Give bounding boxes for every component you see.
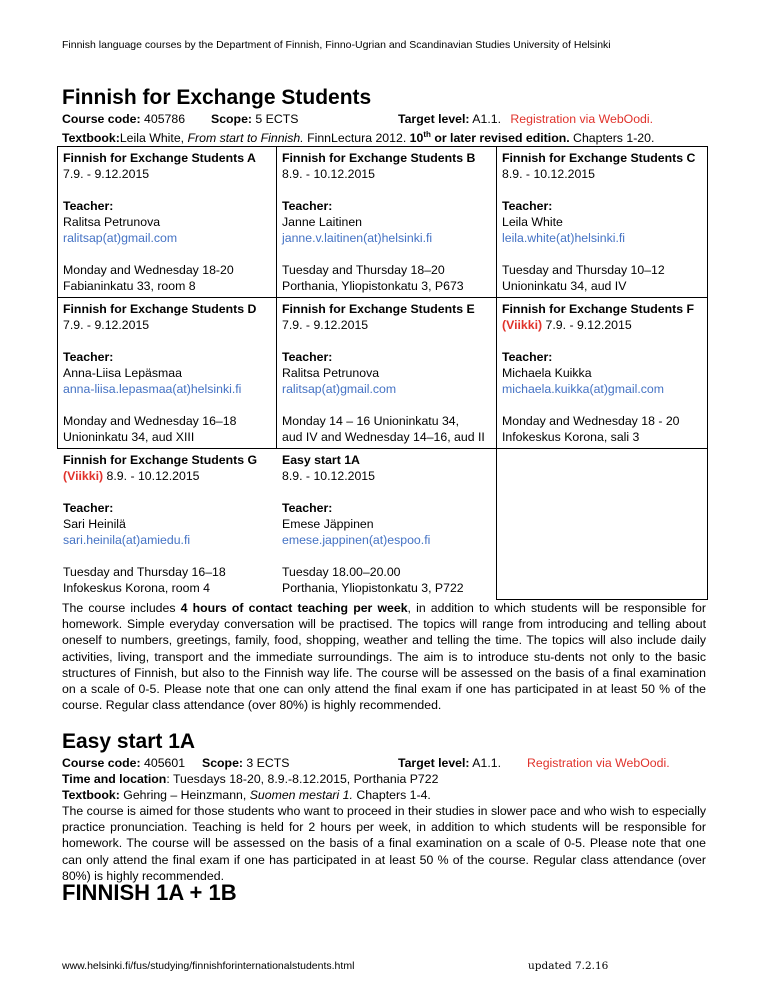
footer-updated: updated 7.2.16 (528, 960, 609, 972)
textbook-chapters: Chapters 1-20. (569, 131, 655, 146)
teacher-name: Sari Heinilä (63, 517, 126, 531)
course-code-label: Course code: (62, 756, 141, 770)
time-label: Time and location (62, 772, 167, 786)
desc-text: The course includes (62, 601, 181, 615)
group-location: Fabianinkatu 33, room 8 (63, 279, 196, 293)
teacher-name: Ralitsa Petrunova (282, 366, 380, 380)
group-time: Tuesday and Thursday 18–20 (282, 263, 445, 277)
group-name: Finnish for Exchange Students C (502, 151, 696, 165)
teacher-label: Teacher: (282, 501, 333, 515)
group-time: Monday 14 – 16 Unioninkatu 34, (282, 414, 460, 428)
teacher-label: Teacher: (63, 501, 114, 515)
course-scope (211, 111, 298, 127)
course-description: The course is aimed for those students who want to proceed in their studies in slower pace and who wish to especially practice pronunciation. Teaching is held for 2 hours per week, in addition to which students will be responsible for homework. The course will be assessed on the basis of a final examination on a scale of 0-5. Please note that one can only attend the final exam if one has participated in at least 50 % of the course. Regular class attendance (over 80%) is highly recommended. (62, 804, 706, 883)
group-dates: 8.9. - 10.12.2015 (282, 469, 375, 483)
group-cell (282, 301, 485, 445)
course-description (62, 600, 706, 713)
textbook-author: Leila White, (119, 131, 188, 146)
teacher-label: Teacher: (502, 199, 553, 213)
group-name: Finnish for Exchange Students B (282, 151, 476, 165)
scope-value: 5 ECTS (255, 112, 299, 126)
course-meta-line (62, 755, 185, 771)
group-location: Porthania, Yliopistonkatu 3, P673 (282, 279, 464, 293)
teacher-email[interactable]: emese.jappinen(at)espoo.fi (282, 533, 431, 547)
group-cell (63, 150, 256, 294)
scope-label: Scope: (202, 756, 243, 770)
textbook-label: Textbook: (62, 788, 120, 802)
teacher-email[interactable]: michaela.kuikka(at)gmail.com (502, 382, 664, 396)
teacher-name: Leila White (502, 215, 563, 229)
group-dates: 8.9. - 10.12.2015 (282, 167, 375, 181)
registration-link[interactable]: Registration via WebOodi. (527, 756, 670, 770)
group-time: Monday and Wednesday 16–18 (63, 414, 237, 428)
teacher-name: Michaela Kuikka (502, 366, 592, 380)
group-dates: 8.9. - 10.12.2015 (106, 469, 200, 483)
group-location: Infokeskus Korona, sali 3 (502, 430, 640, 444)
course-title: FINNISH 1A + 1B (62, 880, 237, 905)
campus-tag: (Viikki) (63, 469, 104, 483)
group-dates: 7.9. - 9.12.2015 (63, 167, 150, 181)
course-level (398, 755, 501, 771)
group-location: Unioninkatu 34, aud XIII (63, 430, 195, 444)
group-location: Porthania, Yliopistonkatu 3, P722 (282, 581, 464, 595)
textbook-author: Gehring – Heinzmann, (119, 788, 250, 802)
level-value: A1.1. (472, 756, 501, 770)
course-title: Easy start 1A (62, 730, 196, 753)
campus-tag: (Viikki) (502, 318, 543, 332)
group-name: Easy start 1A (282, 453, 360, 467)
group-dates: 7.9. - 9.12.2015 (63, 318, 150, 332)
time-value: : Tuesdays 18-20, 8.9.-8.12.2015, Porthania P722 (166, 772, 439, 786)
group-time: Monday and Wednesday 18 - 20 (502, 414, 680, 428)
group-name: Finnish for Exchange Students F (502, 302, 694, 316)
teacher-label: Teacher: (63, 350, 114, 364)
scope-value: 3 ECTS (246, 756, 290, 770)
level-value: A1.1. (472, 112, 501, 126)
teacher-label: Teacher: (282, 199, 333, 213)
edition-sup: th (423, 130, 431, 139)
time-location-line (62, 771, 438, 787)
course-scope (202, 755, 289, 771)
teacher-email[interactable]: ralitsap(at)gmail.com (282, 382, 397, 396)
teacher-name: Janne Laitinen (282, 215, 362, 229)
course-code: 405601 (144, 756, 186, 770)
group-time: Tuesday and Thursday 16–18 (63, 565, 226, 579)
teacher-name: Ralitsa Petrunova (63, 215, 161, 229)
desc-text: , in addition to which students will be responsible for homework. Simple everyday conversation will be practised. The topics will range from introducing and telling about oneself to numbers, greetings, family, food, shopping, weather and telling the time. The topics will also include daily activities, living, transport and the immediate surroundings. The aim is to introduce stu-dents not only to the basic structures of Finnish, but also to the Finnish way life. The course will be assessed on the basis of a final examination on a scale of 0-5. Please note that one can only attend the final exam if one has participated in at least 50 % of the course. Regular class attendance (over 80%) is highly recommended. (62, 601, 706, 713)
group-cell (282, 452, 464, 596)
desc-bold: 4 hours of contact teaching per week (180, 601, 408, 615)
page-header: Finnish language courses by the Department of Finnish, Finno-Ugrian and Scandinavian Studies University of Helsinki (62, 39, 611, 51)
course-meta-line (62, 111, 185, 127)
teacher-name: Anna-Liisa Lepäsmaa (63, 366, 182, 380)
group-dates: 7.9. - 9.12.2015 (282, 318, 369, 332)
teacher-name: Emese Jäppinen (282, 517, 374, 531)
group-name: Finnish for Exchange Students E (282, 302, 475, 316)
group-time: Tuesday and Thursday 10–12 (502, 263, 665, 277)
group-cell (63, 452, 257, 596)
textbook-publisher: FinnLectura 2012. (303, 131, 410, 146)
teacher-email[interactable]: ralitsap(at)gmail.com (63, 231, 178, 245)
group-cell (502, 150, 695, 294)
textbook-chapters: Chapters 1-4. (352, 788, 431, 802)
group-time: Monday and Wednesday 18-20 (63, 263, 234, 277)
teacher-email[interactable]: janne.v.laitinen(at)helsinki.fi (282, 231, 433, 245)
textbook-label: Textbook: (62, 131, 120, 146)
course-level (398, 111, 653, 127)
teacher-email[interactable]: sari.heinila(at)amiedu.fi (63, 533, 191, 547)
level-label: Target level: (398, 112, 470, 126)
edition-number: 10 (409, 131, 424, 146)
teacher-email[interactable]: anna-liisa.lepasmaa(at)helsinki.fi (63, 382, 242, 396)
group-cell (63, 301, 256, 445)
group-time: Tuesday 18.00–20.00 (282, 565, 401, 579)
teacher-label: Teacher: (63, 199, 114, 213)
course-code: 405786 (144, 112, 186, 126)
scope-label: Scope: (211, 112, 252, 126)
group-location: aud IV and Wednesday 14–16, aud II (282, 430, 485, 444)
group-location: Infokeskus Korona, room 4 (63, 581, 210, 595)
group-name: Finnish for Exchange Students G (63, 453, 258, 467)
group-name: Finnish for Exchange Students A (63, 151, 256, 165)
teacher-label: Teacher: (502, 350, 553, 364)
textbook-line (62, 127, 654, 146)
group-dates: 7.9. - 9.12.2015 (545, 318, 632, 332)
teacher-label: Teacher: (282, 350, 333, 364)
level-label: Target level: (398, 756, 470, 770)
group-name: Finnish for Exchange Students D (63, 302, 257, 316)
edition-text: or later revised edition. (430, 131, 570, 146)
group-dates: 8.9. - 10.12.2015 (502, 167, 595, 181)
registration-link[interactable]: Registration via WebOodi. (510, 112, 654, 126)
textbook-title: From start to Finnish. (187, 131, 304, 146)
group-cell (282, 150, 475, 294)
footer-url[interactable]: www.helsinki.fi/fus/studying/finnishforinternationalstudents.html (62, 960, 355, 972)
teacher-email[interactable]: leila.white(at)helsinki.fi (502, 231, 626, 245)
course-code-label: Course code: (62, 112, 141, 126)
textbook-line (62, 787, 431, 803)
course-title: Finnish for Exchange Students (62, 86, 372, 109)
textbook-title: Suomen mestari 1. (249, 788, 353, 802)
group-cell (502, 301, 694, 445)
group-location: Unioninkatu 34, aud IV (502, 279, 627, 293)
